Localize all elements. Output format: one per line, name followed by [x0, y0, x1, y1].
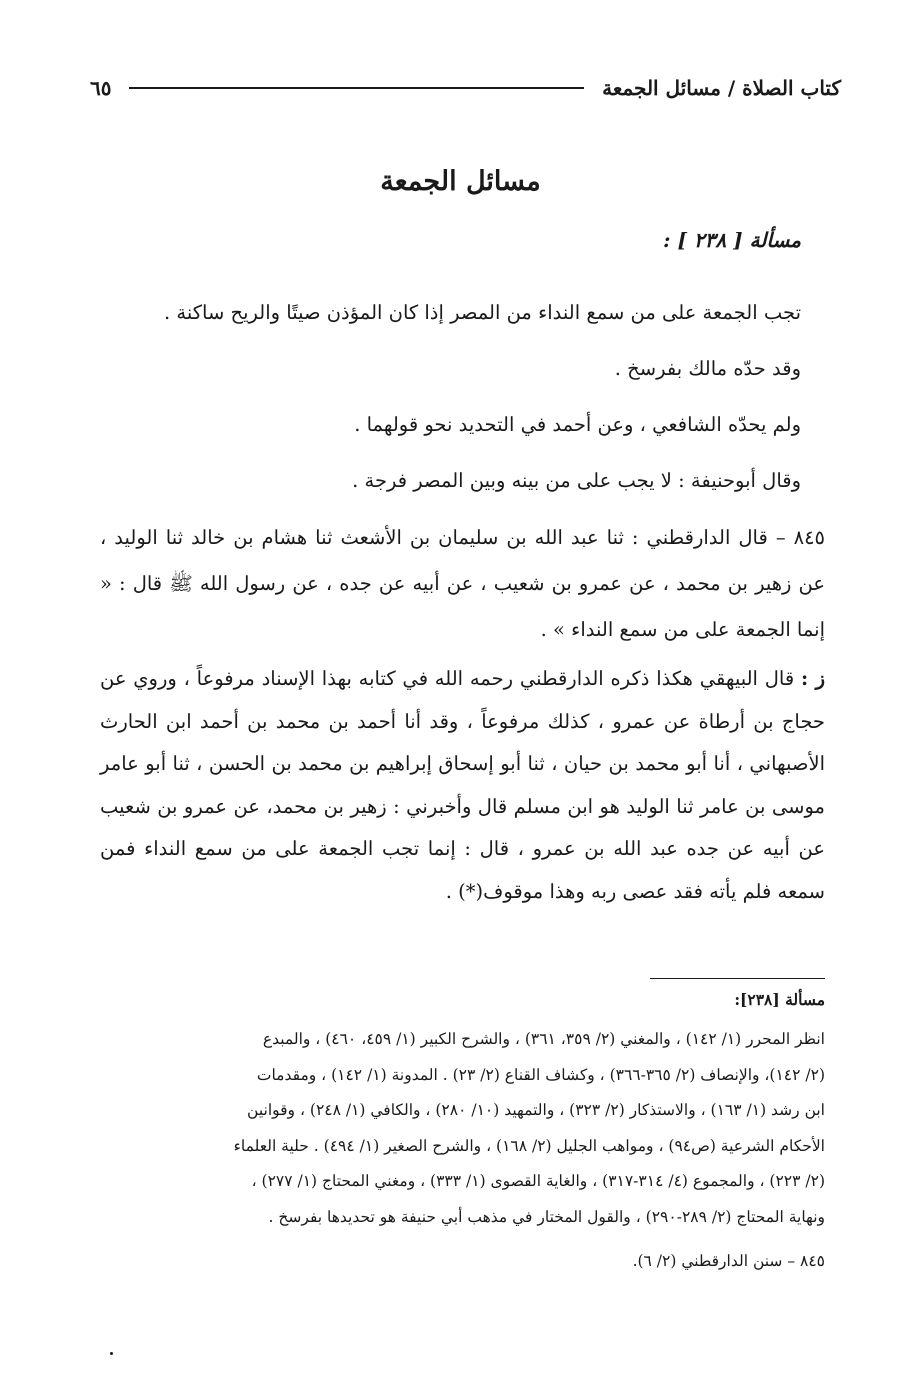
note-marker: ز : [801, 667, 825, 690]
footnote-line: ابن رشد (١/ ١٦٣) ، والاستذكار (٢/ ٣٢٣) ، والتمهيد (١٠/ ٢٨٠) ، والكافي (١/ ٢٤٨) ، وقوانين [247, 1101, 825, 1119]
paragraph-4: وقال أبوحنيفة : لا يجب على من بينه وبين المصر فرجة . [352, 469, 801, 492]
hadith-text: قال الدارقطني : ثنا عبد الله بن سليمان بن الأشعث ثنا هشام بن خالد ثنا الوليد ، عن زهير بن محمد ، عن عمرو بن شعيب ، عن أبيه عن جده ، عن رسول الله ﷺ قال : « إنما الجمعة على من سمع النداء » . [100, 526, 825, 641]
paragraph-1: تجب الجمعة على من سمع النداء من المصر إذا كان المؤذن صيتًا والريح ساكنة . [164, 301, 801, 324]
editor-note [100, 658, 825, 913]
hadith-block [100, 515, 825, 653]
footnote-line: (٢/ ٢٢٣) ، والمجموع (٤/ ٣١٤-٣١٧) ، والغاية القصوى (١/ ٣٣٣) ، ومغني المحتاج (١/ ٢٧٧) ، [251, 1172, 825, 1190]
footnote-line: ونهاية المحتاج (٢/ ٢٨٩-٢٩٠) ، والقول المختار في مذهب أبي حنيفة هو تحديدها بفرسخ . [268, 1207, 825, 1226]
header-rule [129, 87, 584, 89]
paragraph-2: وقد حدّه مالك بفرسخ . [614, 357, 801, 380]
running-title: كتاب الصلاة / مسائل الجمعة [602, 76, 841, 100]
footnote-references [100, 1022, 825, 1235]
paragraph-3: ولم يحدّه الشافعي ، وعن أحمد في التحديد نحو قولهما . [354, 413, 801, 436]
footnote-line: انظر المحرر (١/ ١٤٢) ، والمغني (٢/ ٣٥٩، ٣٦١) ، والشرح الكبير (١/ ٤٥٩، ٤٦٠) ، والمبدع [262, 1030, 825, 1048]
footnote-line: الأحكام الشرعية (ص٩٤) ، ومواهب الجليل (٢/ ١٦٨) ، والشرح الصغير (١/ ٤٩٤) . حلية العلماء [233, 1136, 825, 1155]
ink-dot [110, 1352, 113, 1355]
footnote-rule [650, 978, 825, 979]
footnote-line: (٢/ ١٤٢)، والإنصاف (٢/ ٣٦٥-٣٦٦) ، وكشاف القناع (٢/ ٢٣) . المدونة (١/ ١٤٢) ، ومقدمات [256, 1065, 825, 1084]
footnote-hadith-ref: ٨٤٥ – سنن الدارقطني (٢/ ٦). [632, 1252, 825, 1270]
note-text: قال البيهقي هكذا ذكره الدارقطني رحمه الله في كتابه بهذا الإسناد مرفوعاً ، وروي عن حجاج بن أرطاة عن عمرو ، كذلك مرفوعاً ، وقد أنا أحمد بن محمد بن أحمد ابن الحارث الأصبهاني ، أنا أبو محمد بن حيان ، ثنا أبو إسحاق إبراهيم بن محمد بن الحسن ، ثنا أبو عامر موسى بن عامر ثنا الوليد هو ابن مسلم قال وأخبرني : زهير بن محمد، عن عمرو بن شعيب عن أبيه عن جده عبد الله بن عمرو ، قال : إنما تجب الجمعة على من سمع النداء فمن سمعه فلم يأته فقد عصى ربه وهذا موقوف(*) . [100, 667, 825, 903]
footnote-heading: مسألة [٢٣٨]: [734, 990, 825, 1009]
page-number: ٦٥ [90, 76, 112, 100]
running-header [90, 70, 841, 106]
chapter-title: مسائل الجمعة [380, 166, 541, 197]
issue-heading: مسألة [ ٢٣٨ ] : [663, 228, 801, 252]
hadith-number: ٨٤٥ – [775, 526, 826, 549]
